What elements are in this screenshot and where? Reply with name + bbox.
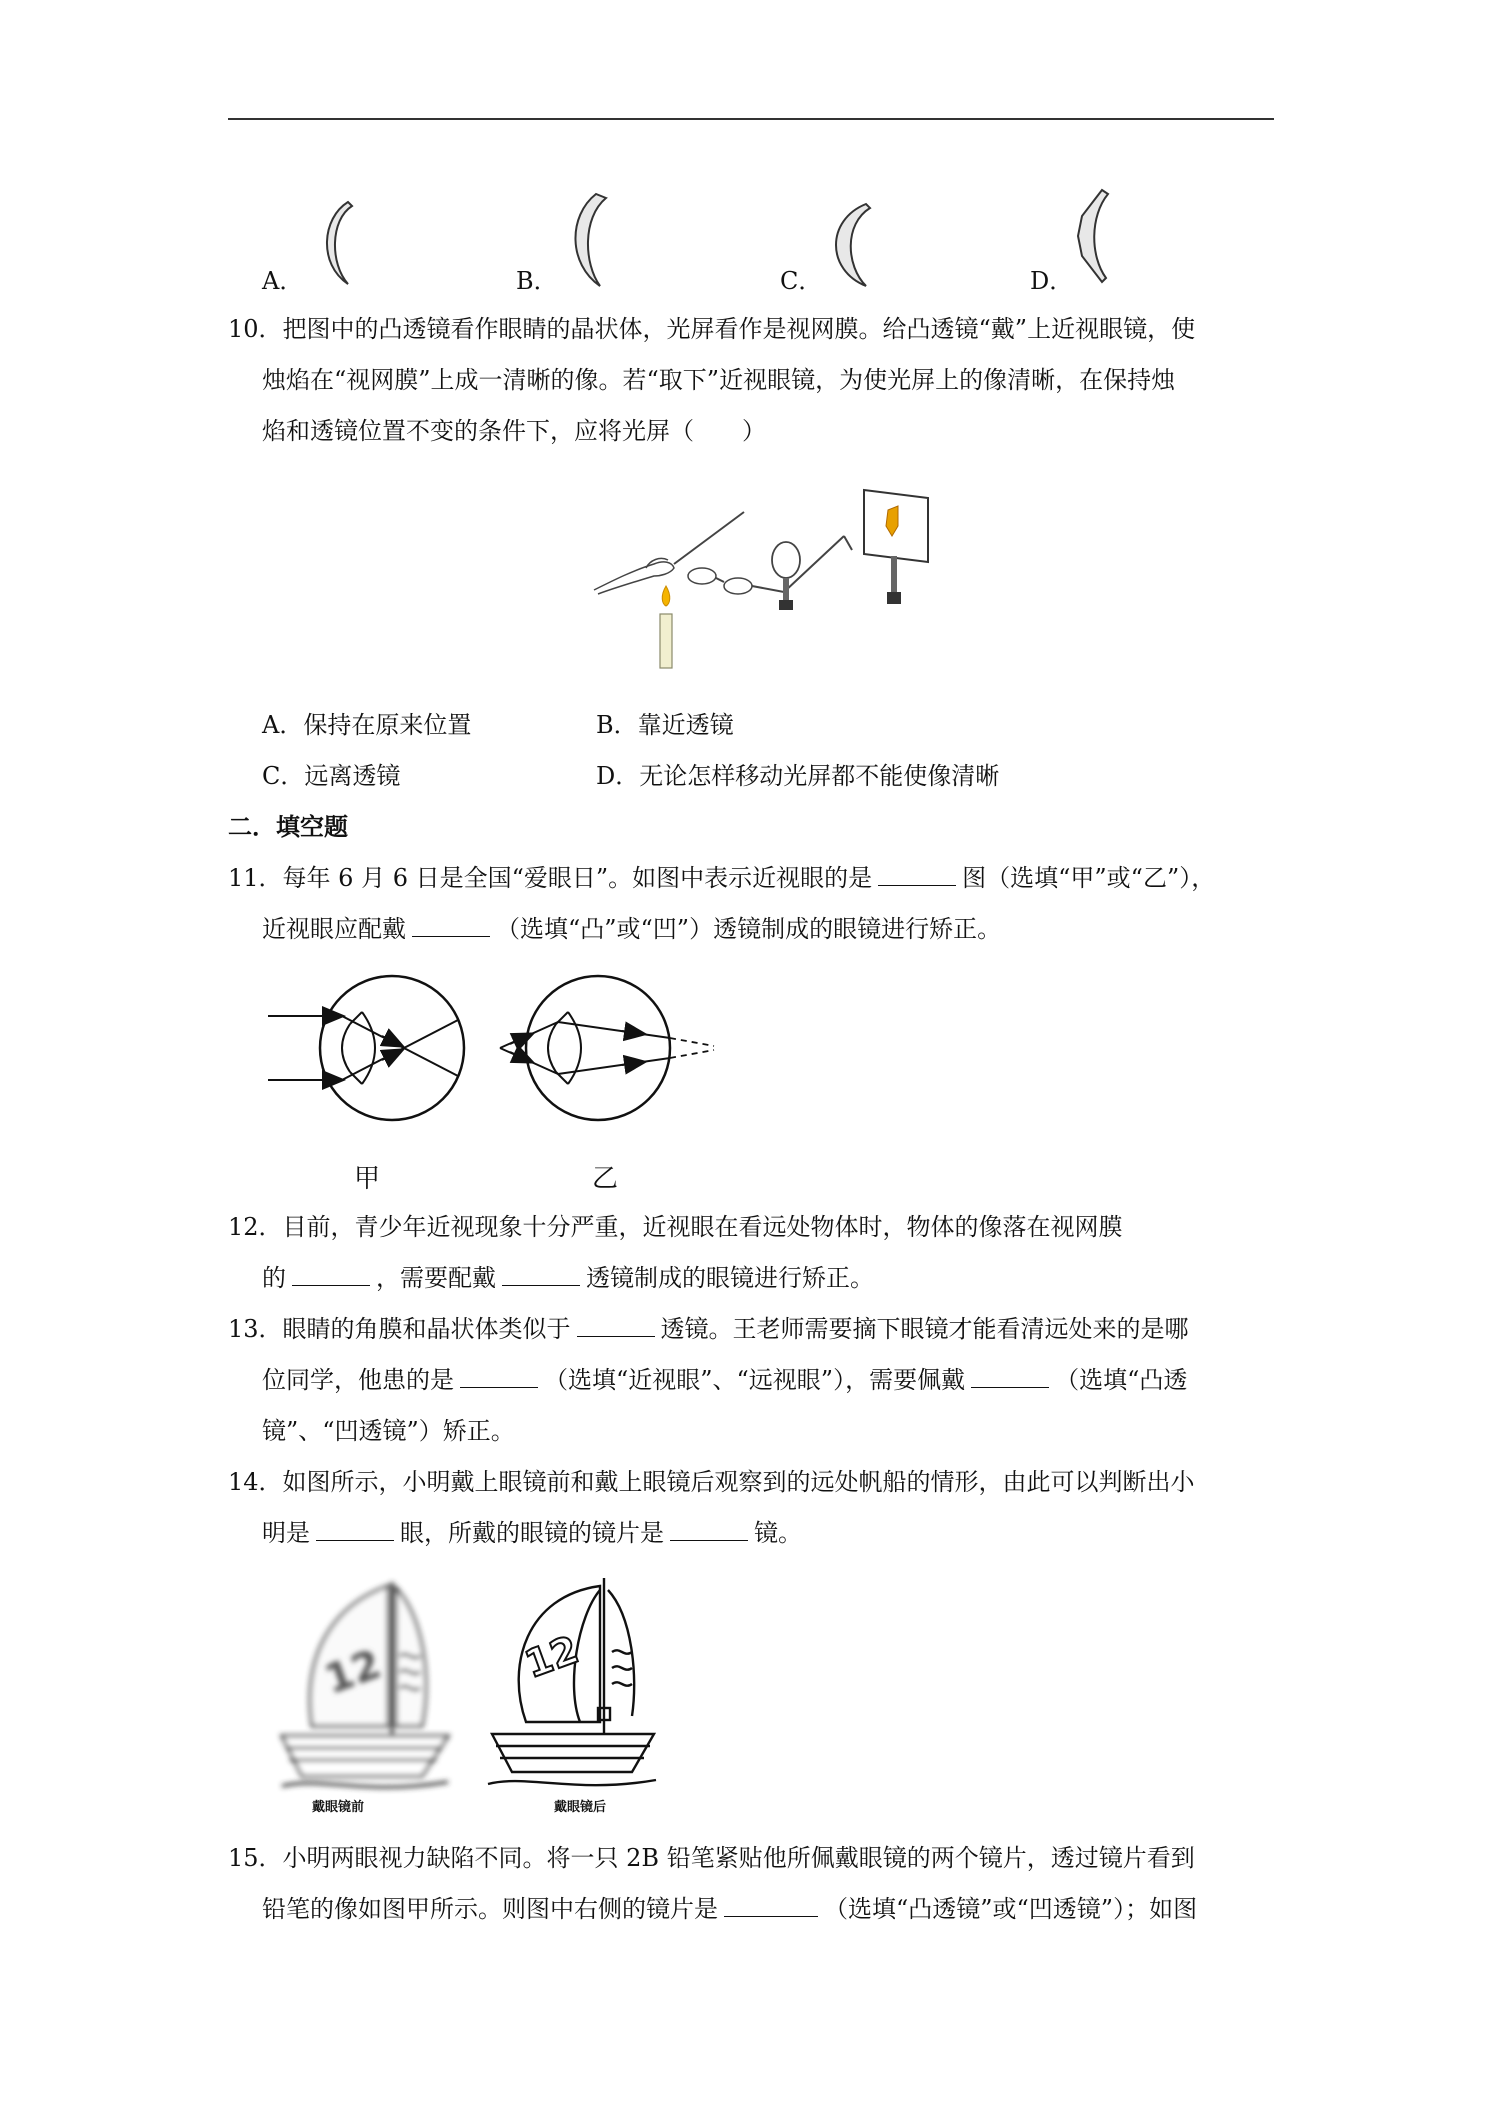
q14-blank-2[interactable] — [670, 1518, 748, 1541]
q9-option-d-lens-figure — [1072, 186, 1122, 286]
q12-text-2c: 透镜制成的眼镜进行矫正。 — [586, 1264, 874, 1292]
q14-sail-number-blurred: 12 — [318, 1641, 388, 1704]
q9-option-c-lens-figure — [826, 200, 876, 290]
q13-blank-3[interactable] — [971, 1365, 1049, 1388]
q15-line-1: 15．小明两眼视力缺陷不同。将一只 2B 铅笔紧贴他所佩戴眼镜的两个镜片，透过镜片看到 — [228, 1844, 1195, 1872]
q14-line-1: 14．如图所示，小明戴上眼镜前和戴上眼镜后观察到的远处帆船的情形，由此可以判断出小 — [228, 1468, 1195, 1496]
q11-caption-jia: 甲 — [354, 1164, 381, 1194]
q11-text-1a: 11．每年 6 月 6 日是全国“爱眼日”。如图中表示近视眼的是 — [228, 864, 873, 892]
q11-text-2b: （选填“凸”或“凹”）透镜制成的眼镜进行矫正。 — [496, 915, 1002, 943]
q13-blank-2[interactable] — [460, 1365, 538, 1388]
q12-text-2b: ，需要配戴 — [376, 1264, 496, 1292]
q12-blank-2[interactable] — [502, 1263, 580, 1286]
q12-line-2 — [262, 1261, 874, 1295]
q11-blank-2[interactable] — [412, 914, 490, 937]
q14-line-2 — [262, 1516, 802, 1550]
q9-option-b-lens-figure — [562, 190, 612, 290]
q11-line-2 — [262, 912, 1001, 946]
q14-text-2b: 眼，所戴的眼镜的镜片是 — [400, 1519, 664, 1547]
section-heading-fill-in: 二．填空题 — [228, 812, 348, 841]
q11-caption-yi: 乙 — [592, 1164, 619, 1194]
q12-blank-1[interactable] — [292, 1263, 370, 1286]
q13-text-2b: （选填“近视眼”、“远视眼”），需要佩戴 — [544, 1366, 966, 1394]
q12-text-2a: 的 — [262, 1264, 286, 1292]
q10-line-2: 烛焰在“视网膜”上成一清晰的像。若“取下”近视眼镜，为使光屏上的像清晰，在保持烛 — [262, 366, 1176, 394]
q14-sailboat-after-figure — [486, 1576, 658, 1796]
q14-caption-after: 戴眼镜后 — [554, 1800, 607, 1815]
q11-blank-1[interactable] — [878, 863, 956, 886]
q14-text-2a: 明是 — [262, 1519, 310, 1547]
q14-sail-number-clear: 12 — [519, 1627, 585, 1687]
q11-text-2a: 近视眼应配戴 — [262, 915, 406, 943]
q9-option-a-label: A． — [262, 267, 304, 295]
q10-line-1: 10．把图中的凸透镜看作眼睛的晶状体，光屏看作是视网膜。给凸透镜“戴”上近视眼镜，使 — [228, 315, 1196, 343]
header-rule — [228, 118, 1274, 120]
q9-option-a-lens-figure — [312, 198, 362, 288]
q11-line-1 — [228, 861, 1215, 895]
q9-option-b-label: B． — [516, 267, 558, 295]
q14-caption-before: 戴眼镜前 — [312, 1800, 365, 1815]
q13-blank-1[interactable] — [577, 1314, 655, 1337]
q15-text-2b: （选填“凸透镜”或“凹透镜”）；如图 — [824, 1895, 1198, 1923]
q14-text-2c: 镜。 — [754, 1519, 802, 1547]
q13-line-1 — [228, 1312, 1189, 1346]
q13-text-1a: 13．眼睛的角膜和晶状体类似于 — [228, 1315, 571, 1343]
q14-sailboat-before-figure — [272, 1576, 458, 1800]
q9-option-c-label: C． — [780, 267, 823, 295]
q10-option-c: C．远离透镜 — [262, 762, 401, 790]
q10-option-a: A．保持在原来位置 — [262, 711, 472, 739]
q11-eye-diagrams — [262, 968, 752, 1128]
q10-line-3: 焰和透镜位置不变的条件下，应将光屏（ ） — [262, 417, 766, 445]
q13-text-2a: 位同学，他患的是 — [262, 1366, 454, 1394]
q15-blank-1[interactable] — [724, 1894, 818, 1917]
q13-line-2 — [262, 1363, 1187, 1397]
q12-line-1: 12．目前，青少年近视现象十分严重，近视眼在看远处物体时，物体的像落在视网膜 — [228, 1213, 1123, 1241]
q13-line-3: 镜”、“凹透镜”）矫正。 — [262, 1417, 515, 1445]
q15-line-2 — [262, 1892, 1197, 1926]
q13-text-1b: 透镜。王老师需要摘下眼镜才能看清远处来的是哪 — [660, 1315, 1189, 1343]
q9-option-d-label: D． — [1030, 267, 1074, 295]
q14-blank-1[interactable] — [316, 1518, 394, 1541]
q10-option-b: B．靠近透镜 — [596, 711, 734, 739]
q10-option-d: D．无论怎样移动光屏都不能使像清晰 — [596, 762, 1000, 790]
q15-text-2a: 铅笔的像如图甲所示。则图中右侧的镜片是 — [262, 1895, 718, 1923]
q13-text-2c: （选填“凸透 — [1055, 1366, 1188, 1394]
q11-text-1b: 图（选填“甲”或“乙”）， — [962, 864, 1216, 892]
q10-experiment-figure — [594, 490, 954, 670]
